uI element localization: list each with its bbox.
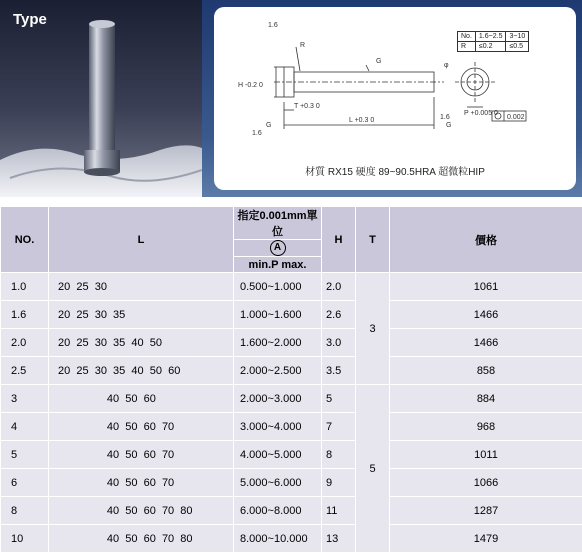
g-right-label: G (446, 122, 451, 129)
header-p-unit: 指定0.001mm單位 (234, 207, 322, 240)
cell-h: 5 (322, 385, 356, 413)
cell-l: 40 50 60 70 80 (49, 525, 234, 553)
cell-h: 9 (322, 469, 356, 497)
cell-price: 1466 (390, 329, 582, 357)
tolerance-box-label: 0.002 (507, 114, 525, 121)
cell-price: 884 (390, 385, 582, 413)
cell-h: 8 (322, 441, 356, 469)
price-table (0, 206, 582, 553)
cell-h: 7 (322, 413, 356, 441)
cell-price: 968 (390, 413, 582, 441)
spec-cell: ≤0.2 (475, 42, 506, 52)
l-dim-label: L +0.3 0 (349, 117, 374, 124)
cell-price: 1466 (390, 301, 582, 329)
table-row (1, 441, 582, 469)
header-price: 價格 (390, 207, 582, 273)
table-row (1, 413, 582, 441)
p-dim-label: P +0.005 0 (464, 110, 498, 117)
h-dim-label: H -0.2 0 (238, 82, 263, 89)
cell-price: 858 (390, 357, 582, 385)
cell-price: 1011 (390, 441, 582, 469)
material-caption: 材質 RX15 硬度 89~90.5HRA 超微粒HIP (214, 163, 576, 178)
type-label: Type (13, 11, 47, 28)
cell-l: 20 25 30 35 (49, 301, 234, 329)
cell-p: 1.600~2.000 (234, 329, 322, 357)
cell-h: 13 (322, 525, 356, 553)
cell-no: 6 (1, 469, 49, 497)
cell-p: 8.000~10.000 (234, 525, 322, 553)
cell-l: 20 25 30 35 40 50 (49, 329, 234, 357)
header-p-circle-cell (234, 240, 322, 257)
spec-cell: ≤0.5 (506, 42, 529, 52)
table-row (1, 273, 582, 301)
cell-price: 1287 (390, 497, 582, 525)
header-no: NO. (1, 207, 49, 273)
cell-no: 5 (1, 441, 49, 469)
header-p-range: min.P max. (234, 257, 322, 273)
right-angle-label: 1.6 (440, 114, 450, 121)
cell-l: 40 50 60 70 (49, 413, 234, 441)
table-row (1, 469, 582, 497)
cell-h: 11 (322, 497, 356, 525)
technical-drawing-panel (214, 7, 576, 190)
cell-h: 3.5 (322, 357, 356, 385)
g-left-label: G (266, 122, 271, 129)
cell-price: 1479 (390, 525, 582, 553)
spec-table (457, 31, 529, 52)
cell-no: 1.6 (1, 301, 49, 329)
table-row (1, 301, 582, 329)
cell-t: 3 (356, 273, 390, 385)
table-row (1, 329, 582, 357)
spec-cell: 3~10 (506, 32, 529, 42)
table-row (1, 525, 582, 553)
spec-cell: R (458, 42, 476, 52)
phi-label: φ (444, 62, 449, 69)
header-t: T (356, 207, 390, 273)
header-l: L (49, 207, 234, 273)
spec-row (458, 32, 529, 42)
cell-h: 2.6 (322, 301, 356, 329)
cell-p: 3.000~4.000 (234, 413, 322, 441)
cell-p: 2.000~3.000 (234, 385, 322, 413)
spec-cell: No. (458, 32, 476, 42)
table-row (1, 385, 582, 413)
cell-price: 1061 (390, 273, 582, 301)
header-h: H (322, 207, 356, 273)
cell-no: 1.0 (1, 273, 49, 301)
cell-p: 0.500~1.000 (234, 273, 322, 301)
spec-row (458, 42, 529, 52)
header-p-circle: A (270, 240, 286, 256)
cell-p: 6.000~8.000 (234, 497, 322, 525)
cell-price: 1066 (390, 469, 582, 497)
cell-no: 8 (1, 497, 49, 525)
cell-no: 3 (1, 385, 49, 413)
cell-l: 20 25 30 (49, 273, 234, 301)
cell-no: 2.5 (1, 357, 49, 385)
angle-top-label: 1.6 (268, 22, 278, 29)
cell-no: 4 (1, 413, 49, 441)
table-row (1, 357, 582, 385)
product-photo-panel (0, 0, 202, 197)
cell-p: 2.000~2.500 (234, 357, 322, 385)
left-angle-label: 1.6 (252, 130, 262, 137)
cell-l: 40 50 60 70 80 (49, 497, 234, 525)
cell-t: 5 (356, 385, 390, 553)
cell-l: 40 50 60 70 (49, 441, 234, 469)
cell-l: 40 50 60 (49, 385, 234, 413)
cell-p: 5.000~6.000 (234, 469, 322, 497)
t-dim-label: T +0.3 0 (294, 103, 320, 110)
r-label: R (300, 42, 305, 49)
cell-no: 2.0 (1, 329, 49, 357)
cell-h: 2.0 (322, 273, 356, 301)
cell-no: 10 (1, 525, 49, 553)
cell-l: 40 50 60 70 (49, 469, 234, 497)
cell-p: 4.000~5.000 (234, 441, 322, 469)
cell-l: 20 25 30 35 40 50 60 (49, 357, 234, 385)
table-row (1, 497, 582, 525)
cell-h: 3.0 (322, 329, 356, 357)
ejector-pin-photo (0, 0, 202, 197)
spec-cell: 1.6~2.5 (475, 32, 506, 42)
g-mid-label: G (376, 58, 381, 65)
cell-p: 1.000~1.600 (234, 301, 322, 329)
